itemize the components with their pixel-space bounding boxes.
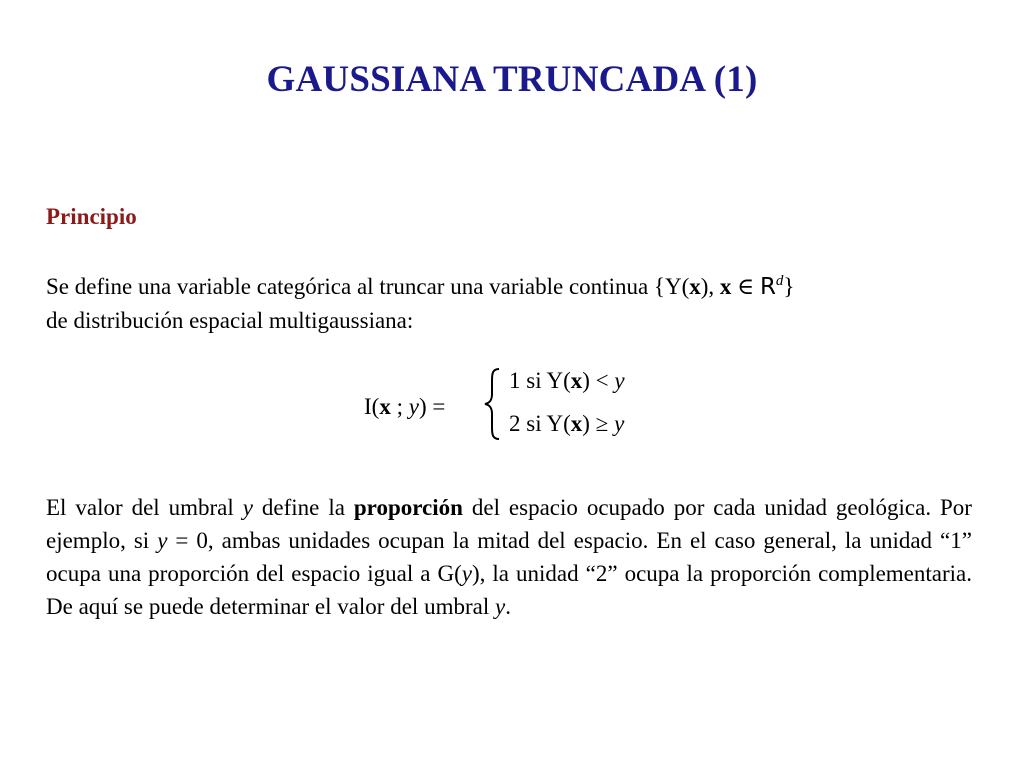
vector-x: x	[570, 411, 583, 436]
left-brace-icon	[482, 366, 504, 442]
formula-lhs	[364, 394, 445, 420]
text-run: .	[505, 594, 511, 619]
slide-title: GAUSSIANA TRUNCADA (1)	[266, 59, 758, 100]
vector-x: x	[719, 274, 732, 299]
threshold-variable: y	[494, 594, 506, 619]
text-run: ), la unidad “2” ocupa la proporción complementaria. De aquí se puede determinar el valor del umbral	[46, 561, 972, 619]
intro-paragraph	[46, 265, 972, 337]
threshold-variable: y	[461, 561, 472, 586]
intro-line-2: de distribución espacial multigaussiana:	[46, 308, 414, 333]
indicator-symbol: I(	[364, 394, 380, 419]
section-heading: Principio	[46, 204, 137, 229]
element-of-symbol: ∈	[731, 274, 760, 299]
intro-text: Se define una variable categórica al truncar una variable continua {Y(	[46, 274, 690, 299]
dimension-superscript: d	[775, 273, 784, 289]
intro-sep: ),	[700, 274, 720, 299]
formula-case-1	[509, 368, 625, 394]
text-run: define la	[252, 495, 354, 520]
intro-line-1	[46, 265, 972, 304]
vector-x: x	[689, 274, 701, 299]
threshold-variable: y	[157, 528, 168, 553]
formula-case-2	[509, 411, 624, 437]
threshold-variable: y	[614, 411, 625, 436]
real-space-symbol: R	[759, 274, 776, 300]
case-1-relation: ) <	[582, 368, 615, 393]
threshold-variable: y	[408, 394, 419, 419]
text-run: El valor del umbral	[46, 495, 243, 520]
case-2-relation: ) ≥	[582, 411, 615, 436]
vector-x: x	[570, 368, 583, 393]
formula-equals: ) =	[418, 394, 446, 419]
formula-separator: ;	[390, 394, 409, 419]
threshold-variable: y	[614, 368, 625, 393]
case-2-prefix: 2 si Y(	[509, 411, 571, 436]
text-run: = 0, ambas unidades ocupan la mitad del espacio. En el caso general, la unidad “1” ocupa una proporción del espacio igual a G(	[46, 528, 972, 586]
threshold-paragraph	[46, 491, 972, 623]
vector-x: x	[379, 394, 391, 419]
threshold-variable: y	[242, 495, 253, 520]
text-run: del espacio ocupado por cada unidad geológica. Por ejemplo, si	[46, 495, 972, 553]
case-1-prefix: 1 si Y(	[509, 368, 571, 393]
emphasis-proporcion: proporción	[353, 495, 463, 520]
closing-brace: }	[783, 274, 795, 299]
